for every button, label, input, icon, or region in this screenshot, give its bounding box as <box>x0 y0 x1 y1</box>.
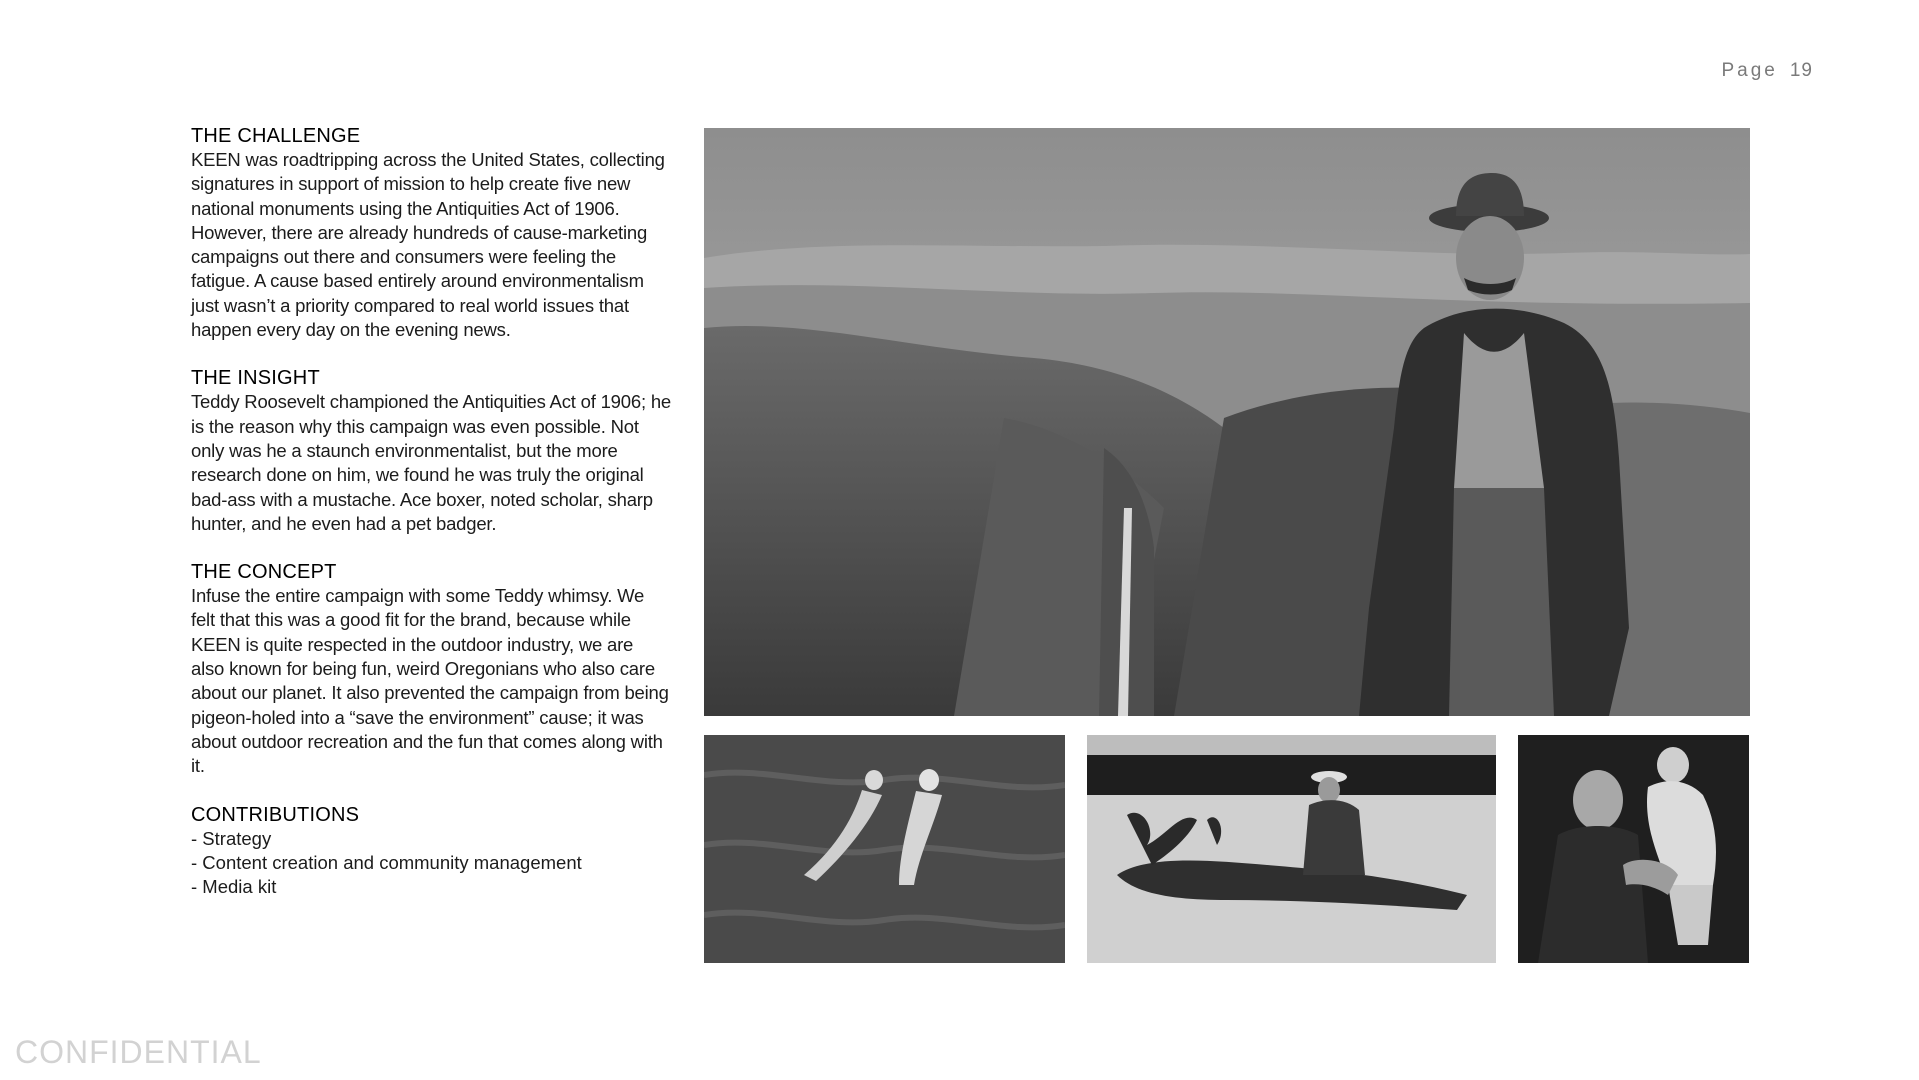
roosevelt-baby-photo <box>1518 735 1749 963</box>
contributions-list <box>191 827 671 900</box>
contribution-item: - Content creation and community management <box>191 851 582 873</box>
page-number-value: 19 <box>1789 60 1813 81</box>
concept-heading: THE CONCEPT <box>191 561 337 584</box>
page-number <box>1721 60 1813 82</box>
challenge-heading: THE CHALLENGE <box>191 125 361 147</box>
insight-heading: THE INSIGHT <box>191 367 320 390</box>
moose-ride-photo <box>1087 735 1496 963</box>
contribution-item: - Media kit <box>191 876 277 898</box>
challenge-body: KEEN was roadtripping across the United States, collecting signatures in support of mission to help create five new national monuments using the Antiquities Act of 1906. However, there are already hundreds of cause-marketing campaigns out there and consumers were feeling the fatigue. A cause based entirely around environmentalism just wasn’t a priority compared to real world issues that happen every day on the evening news. <box>191 149 665 341</box>
challenge-section <box>191 124 671 342</box>
insight-section <box>191 366 671 536</box>
contributions-section <box>191 803 671 900</box>
roosevelt-canyon-photo <box>704 128 1750 716</box>
page-label: Page <box>1721 60 1778 81</box>
confidential-watermark: CONFIDENTIAL <box>15 1034 262 1070</box>
swimmers-image <box>704 735 1065 963</box>
text-column <box>191 124 671 923</box>
moose-ride-image <box>1087 735 1496 963</box>
roosevelt-canyon-image <box>704 128 1750 716</box>
contribution-item: - Strategy <box>191 827 272 849</box>
concept-body: Infuse the entire campaign with some Teddy whimsy. We felt that this was a good fit for the brand, because while KEEN is quite respected in the outdoor industry, we are also known for being fun, weird Oregonians who also care about our planet. It also prevented the campaign from being pigeon-holed into a “save the environment” cause; it was about outdoor recreation and the fun that comes along with it. <box>191 585 669 777</box>
concept-section <box>191 560 671 778</box>
swimmers-photo <box>704 735 1065 963</box>
roosevelt-baby-image <box>1518 735 1749 963</box>
insight-body: Teddy Roosevelt championed the Antiquities Act of 1906; he is the reason why this campaign was even possible. Not only was he a staunch environmentalist, but the more research done on him, we found he was truly the original bad-ass with a mustache. Ace boxer, noted scholar, sharp hunter, and he even had a pet badger. <box>191 391 672 534</box>
contributions-heading: CONTRIBUTIONS <box>191 803 360 826</box>
